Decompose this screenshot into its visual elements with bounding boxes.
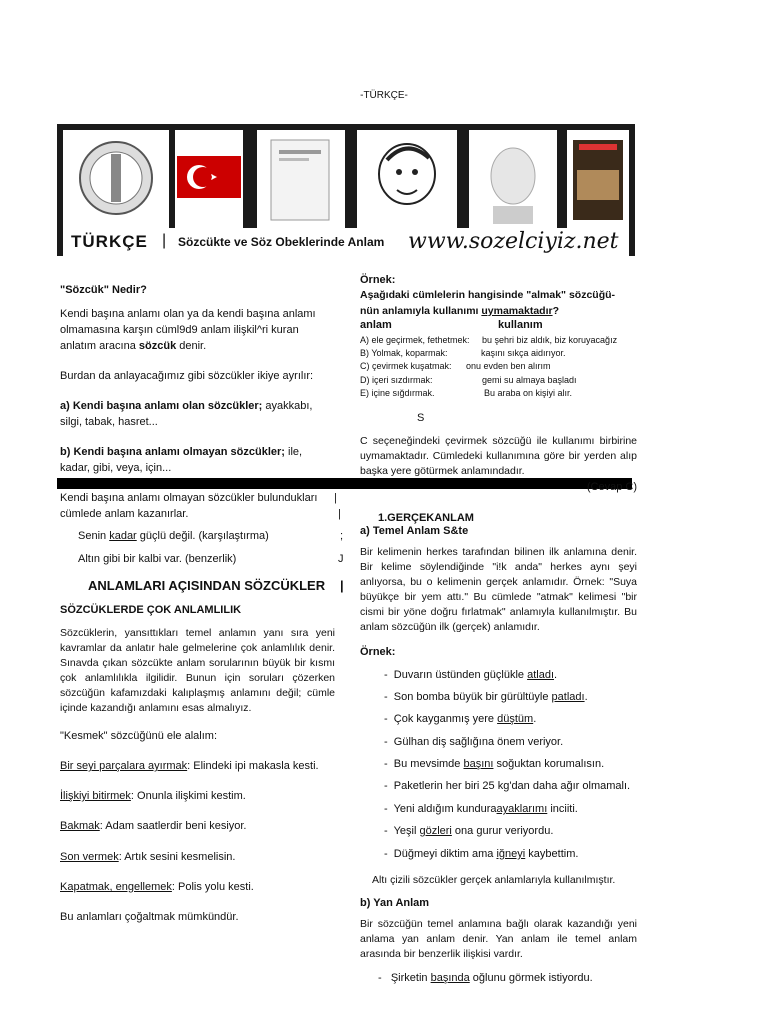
bullet-text: Son bomba büyük bir gürültüyle bbox=[393, 691, 552, 703]
paragraph-intro: Burdan da anlayacağımız gibi sözcükler ikiye ayrılır: bbox=[60, 370, 314, 382]
option-usage: gemi su almaya başladı bbox=[482, 375, 577, 385]
option-meaning: D) içeri sızdırmak: bbox=[360, 375, 433, 385]
sense-example: : Onunla ilişkimi kestim. bbox=[130, 790, 246, 802]
bullet-text: . bbox=[584, 691, 588, 703]
bullet-text: Şirketin bbox=[390, 972, 431, 984]
bullet-text: Çok kayganmış yere bbox=[393, 713, 498, 725]
bullet-text: inciiti. bbox=[547, 803, 578, 815]
option-usage: onu evden ben alırım bbox=[466, 361, 551, 371]
item-a bbox=[60, 398, 335, 430]
item-b-title: b) Kendi başına anlamı olmayan sözcükler; bbox=[60, 446, 285, 458]
bullet-text: . bbox=[533, 713, 537, 725]
margin-mark: | bbox=[334, 492, 337, 504]
option-meaning: B) Yolmak, koparmak: bbox=[360, 348, 448, 358]
bullet-underline: patladı bbox=[551, 691, 585, 703]
bullet-text: Gülhan diş sağlığına önem veriyor. bbox=[393, 736, 564, 748]
sense-term: Son vermek bbox=[60, 851, 119, 863]
banner-image-portrait bbox=[469, 130, 557, 238]
bullet-text: soğuktan korumalısın. bbox=[493, 758, 605, 770]
context-line2: cümlede anlam kazanırlar. bbox=[60, 508, 189, 520]
bullet-text: Paketlerin her biri 25 kg'dan daha ağır olmamalı. bbox=[393, 780, 631, 792]
bullet-underline: gözleri bbox=[419, 825, 452, 837]
stray-mark: S bbox=[417, 412, 425, 424]
question-line1: Aşağıdaki cümlelerin hangisinde "almak" sözcüğü- bbox=[360, 289, 616, 301]
sense-example: : Elindeki ipi makasla kesti. bbox=[187, 760, 319, 772]
subheading-temel-anlam: a) Temel Anlam S&te bbox=[360, 525, 469, 537]
option-usage: kaşını sıkça aidırıyor. bbox=[481, 348, 566, 358]
page-title: -TÜRKÇE- bbox=[360, 90, 408, 101]
bullet-text: kaybettim. bbox=[525, 848, 579, 860]
summary: Altı çizili sözcükler gerçek anlamlarıyla kullanılmıştır. bbox=[372, 874, 616, 886]
paragraph-definition bbox=[60, 306, 335, 354]
context-line1: Kendi başına anlamı olmayan sözcükler bulundukları bbox=[60, 492, 318, 504]
paragraph-temel-anlam: Bir kelimenin herkes tarafından bilinen ilk anlamına denir. Bir kelime söylendiğinde "i!k anda" herkes aynı şeyi anlıyorsa, bu o kelimenin gerçek anlamıdır. Örnek: "Suya büyükçe bir yem attı." Bu cümlede "atmak" kelimesi "bir cismi bir yöne doğru fırlatmak" anlamıyla kullanılmıştır. Bu anlam sözcüğün ilk (gerçek) anlamıdır. bbox=[360, 546, 637, 633]
item-a-examples: ayakkabı, silgi, tabak, hasret... bbox=[60, 400, 313, 428]
option-meaning: A) ele geçirmek, fethetmek: bbox=[360, 335, 470, 345]
example-underline: kadar bbox=[109, 530, 137, 542]
banner-separator: | bbox=[162, 232, 167, 249]
sense-item bbox=[60, 849, 335, 865]
sense-term: Kapatmak, engellemek bbox=[60, 881, 172, 893]
banner-image-cover bbox=[567, 130, 629, 238]
sense-term: İlişkiyi bitirmek bbox=[60, 790, 131, 802]
ornek-label-2: Örnek: bbox=[360, 646, 396, 658]
subheading-yan-anlam: b) Yan Anlam bbox=[360, 897, 430, 909]
sense-term: Bakmak bbox=[60, 820, 100, 832]
item-b-examples: ile, kadar, gibi, veya, için... bbox=[60, 446, 303, 474]
sense-example: : Adam saatlerdir beni kesiyor. bbox=[99, 820, 247, 832]
bullet-item: - Bu mevsimde başını soğuktan korumalısın. bbox=[384, 758, 605, 770]
bullet-item: - Paketlerin her biri 25 kg'dan daha ağır olmamalı. bbox=[384, 780, 631, 792]
example-sentence: Altın gibi bir kalbi var. (benzerlik) bbox=[78, 553, 237, 565]
bullet-text: Düğmeyi diktim ama bbox=[393, 848, 497, 860]
example-sentence bbox=[78, 528, 269, 544]
bullet-text: Duvarın üstünden güçlükle bbox=[393, 669, 528, 681]
margin-mark: | bbox=[340, 578, 344, 593]
item-a-title: a) Kendi başına anlamı olan sözcükler; bbox=[60, 400, 263, 412]
banner-brand: TÜRKÇE bbox=[71, 232, 148, 251]
paragraph-yan-anlam: Bir sözcüğün temel anlamına bağlı olarak kazandığı yeni anlama yan anlam denir. Yan anlam ile temel anlam arasında bir benzerlik ilişkisi vardır. bbox=[360, 918, 637, 960]
margin-mark: ; bbox=[340, 530, 344, 542]
bullet-item: - Düğmeyi diktim ama iğneyi kaybettim. bbox=[384, 848, 579, 860]
margin-mark: J bbox=[338, 553, 344, 565]
option-usage: Bu araba on kişiyi alır. bbox=[484, 388, 573, 398]
answer: (Cevap C) bbox=[586, 481, 637, 493]
sense-example: : Polis yolu kesti. bbox=[171, 881, 254, 893]
question bbox=[360, 287, 637, 319]
example-text: Senin bbox=[78, 530, 110, 542]
section-title: ANLAMLARI AÇISINDAN SÖZCÜKLER bbox=[88, 578, 326, 593]
section-gercek-anlam: 1.GERÇEKANLAM bbox=[378, 512, 474, 524]
bullet-text: Bu mevsimde bbox=[393, 758, 464, 770]
banner-strip bbox=[63, 228, 629, 256]
question-underline: uymamaktadır bbox=[481, 305, 553, 317]
definition-keyword: sözcük bbox=[138, 340, 177, 352]
banner-subtitle: Sözcükte ve Söz Obeklerinde Anlam bbox=[178, 235, 385, 249]
example-text: güçlü değil. (karşılaştırma) bbox=[136, 530, 269, 542]
bullet-underline: iğneyi bbox=[496, 848, 526, 860]
margin-mark: | bbox=[338, 508, 341, 520]
banner-image-logo bbox=[63, 130, 169, 238]
bullet-text: oğlunu görmek istiyordu. bbox=[469, 972, 593, 984]
bullet-item: - Yeşil gözleri ona gurur veriyordu. bbox=[384, 825, 554, 837]
bullet-item: - Şirketin başında oğlunu görmek istiyordu. bbox=[378, 972, 593, 984]
banner-image-book bbox=[257, 130, 345, 238]
banner-image-caricature bbox=[357, 130, 457, 238]
paragraph-context bbox=[60, 490, 340, 522]
question-line2: nün anlamıyla kullanımı bbox=[360, 305, 482, 317]
column-header-kullanim: kullanım bbox=[498, 319, 543, 331]
paragraph-kesmek: "Kesmek" sözcüğünü ele alalım: bbox=[60, 730, 217, 742]
item-b bbox=[60, 444, 335, 476]
sense-term: Bir seyi parçalara ayırmak bbox=[60, 760, 188, 772]
question-mark: ? bbox=[552, 305, 559, 317]
sense-item bbox=[60, 879, 335, 895]
paragraph-closing: Bu anlamları çoğaltmak mümkündür. bbox=[60, 911, 239, 923]
sense-item bbox=[60, 758, 335, 774]
banner-image-flag bbox=[175, 130, 243, 238]
bullet-text: Yeni aldığım kundura bbox=[393, 803, 497, 815]
bullet-item: - Duvarın üstünden güçlükle atladı. bbox=[384, 669, 558, 681]
definition-end: denir. bbox=[176, 340, 207, 352]
heading-sozcuk-nedir: "Sözcük" Nedir? bbox=[60, 284, 147, 296]
bullet-item: - Çok kayganmış yere düştüm. bbox=[384, 713, 537, 725]
bullet-text: . bbox=[554, 669, 558, 681]
bullet-underline: düştüm bbox=[497, 713, 534, 725]
sense-example: : Artık sesini kesmelisin. bbox=[118, 851, 236, 863]
ornek-label: Örnek: bbox=[360, 274, 396, 286]
bullet-item: - Yeni aldığım kunduraayaklarımı inciiti. bbox=[384, 803, 578, 815]
explanation: C seçeneğindeki çevirmek sözcüğü ile kullanımı birbirine uymamaktadır. Cümledeki kullanımına göre bir yerden alıp başka yere götürmek anlamındadır. bbox=[360, 435, 637, 477]
subheading-polysemy: SÖZCÜKLERDE ÇOK ANLAMLILIK bbox=[60, 604, 242, 616]
black-divider bbox=[57, 478, 632, 489]
header-banner bbox=[57, 124, 635, 256]
option-meaning: C) çevirmek kuşatmak: bbox=[360, 361, 452, 371]
option-meaning: E) içine sığdırmak. bbox=[360, 388, 435, 398]
definition-text: Kendi başına anlamı olan ya da kendi başına anlamı olmamasına karşın cüml9d9 anlam ilişkil^ri kuran anlatım aracına bbox=[60, 308, 316, 352]
paragraph-polysemy: Sözcüklerin, yansıttıkları temel anlamın yanı sıra yeni kavramlar da anlatır hale gelmelerine çok anlamlılık denir. Sınavda çıkan sözcükte anlam sorularının büyük bir kısmı çok anlamlılıkla ilgilidir. Bunun için soruları çözerken sözcüğün kafamızdaki kalıplaşmış anlamını değil; cümle içinde kazandığı anlamını esas almalıyız. bbox=[60, 627, 335, 714]
sense-item bbox=[60, 818, 335, 834]
bullet-text: Yeşil bbox=[393, 825, 420, 837]
sense-item bbox=[60, 788, 335, 804]
bullet-underline: atladı bbox=[527, 669, 555, 681]
option-usage: bu şehri biz aldık, biz koruyacağız bbox=[482, 335, 618, 345]
site-url: www.sozelciyiz.net bbox=[408, 229, 619, 254]
bullet-text: ona gurur veriyordu. bbox=[451, 825, 554, 837]
bullet-underline: ayaklarımı bbox=[496, 803, 548, 815]
column-header-anlam: anlam bbox=[360, 319, 392, 331]
bullet-item: - Son bomba büyük bir gürültüyle patladı. bbox=[384, 691, 588, 703]
bullet-underline: başını bbox=[463, 758, 494, 770]
bullet-item: - Gülhan diş sağlığına önem veriyor. bbox=[384, 736, 564, 748]
bullet-underline: başında bbox=[430, 972, 470, 984]
